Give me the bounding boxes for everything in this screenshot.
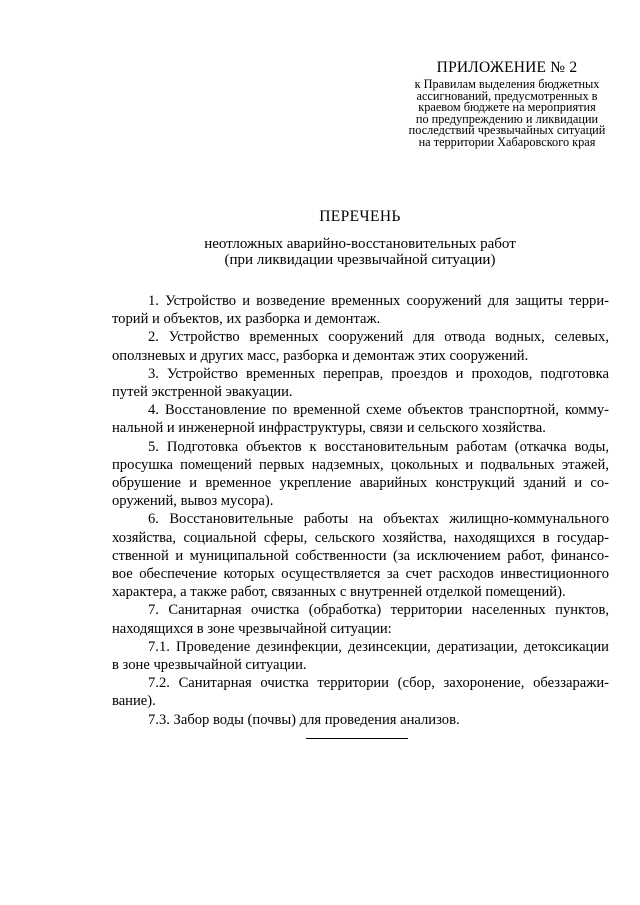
- appendix-line: на территории Хабаровского края: [418, 134, 596, 149]
- list-item: [112, 328, 609, 364]
- list-item: [112, 365, 609, 401]
- list-item-line: просушка помещений первых надземных, цокольных и подвальных этажей,: [112, 456, 609, 473]
- list-item-line: 3. Устройство временных переправ, проездов и проходов, подготовка: [148, 365, 609, 382]
- document-subtitle-line: неотложных аварийно-восстановительных работ: [204, 236, 516, 252]
- list-item: [112, 674, 609, 710]
- appendix-title: ПРИЛОЖЕНИЕ № 2: [436, 59, 578, 76]
- list-item-line: путей экстренной эвакуации.: [112, 384, 293, 401]
- list-item: [112, 601, 609, 637]
- list-item-line: торий и объектов, их разборка и демонтаж.: [112, 311, 381, 328]
- list-item: [112, 638, 609, 674]
- appendix-line: последствий чрезвычайных ситуаций: [408, 123, 606, 138]
- list-item-line: 7. Санитарная очистка (обработка) территории населенных пунктов,: [148, 602, 609, 619]
- list-item-line: ственной и муниципальной собственности (за исключением работ, финансо-: [112, 547, 609, 564]
- appendix-header: [396, 59, 618, 149]
- list-item: [112, 510, 609, 601]
- list-item-line: вание).: [112, 693, 156, 710]
- closing-rule: [306, 738, 408, 739]
- list-item-line: 4. Восстановление по временной схеме объектов транспортной, комму-: [148, 402, 609, 419]
- list-item-line: 5. Подготовка объектов к восстановительным работам (откачка воды,: [148, 438, 609, 455]
- appendix-line: к Правилам выделения бюджетных: [414, 77, 600, 91]
- appendix-line: краевом бюджете на мероприятия: [418, 100, 596, 115]
- list-item: [112, 401, 609, 437]
- list-item-line: оружений, вывоз мусора).: [112, 493, 274, 510]
- list-item-line: характера, а также работ, связанных с внутренней отделкой помещений).: [112, 584, 566, 601]
- document-subtitle-line: (при ликвидации чрезвычайной ситуации): [224, 252, 496, 268]
- list-item: [112, 438, 609, 511]
- list-item-line: хозяйства, социальной сферы, сельского хозяйства, находящихся в государ-: [112, 529, 609, 546]
- document-title: ПЕРЕЧЕНЬ: [319, 208, 401, 225]
- list-item-line: 7.3. Забор воды (почвы) для проведения анализов.: [148, 711, 460, 728]
- list-item-line: в зоне чрезвычайной ситуации.: [112, 657, 307, 674]
- list-item-line: 7.2. Санитарная очистка территории (сбор, захоронение, обеззаражи-: [148, 675, 609, 692]
- list-item: [112, 292, 609, 328]
- list-item-line: 6. Восстановительные работы на объектах жилищно-коммунального: [148, 511, 609, 528]
- list-item-line: 1. Устройство и возведение временных сооружений для защиты терри-: [148, 293, 609, 309]
- works-list: [112, 292, 609, 729]
- list-item-line: обрушение и временное укрепление аварийных конструкций зданий и со-: [112, 475, 609, 492]
- appendix-line: ассигнований, предусмотренных в: [416, 88, 598, 103]
- document-title-block: [110, 208, 610, 268]
- list-item-line: нальной и инженерной инфраструктуры, связи и сельского хозяйства.: [112, 420, 546, 437]
- list-item-line: находящихся в зоне чрезвычайной ситуации:: [112, 620, 392, 637]
- list-item: [112, 711, 609, 729]
- list-item-line: вое обеспечение которых осуществляется за счет расходов инвестиционного: [112, 566, 609, 583]
- list-item-line: оползневых и других масс, разборка и демонтаж этих сооружений.: [112, 347, 529, 364]
- appendix-line: по предупреждению и ликвидации: [415, 111, 599, 126]
- list-item-line: 7.1. Проведение дезинфекции, дезинсекции, дератизации, детоксикации: [148, 638, 609, 655]
- list-item-line: 2. Устройство временных сооружений для отвода водных, селевых,: [148, 329, 609, 346]
